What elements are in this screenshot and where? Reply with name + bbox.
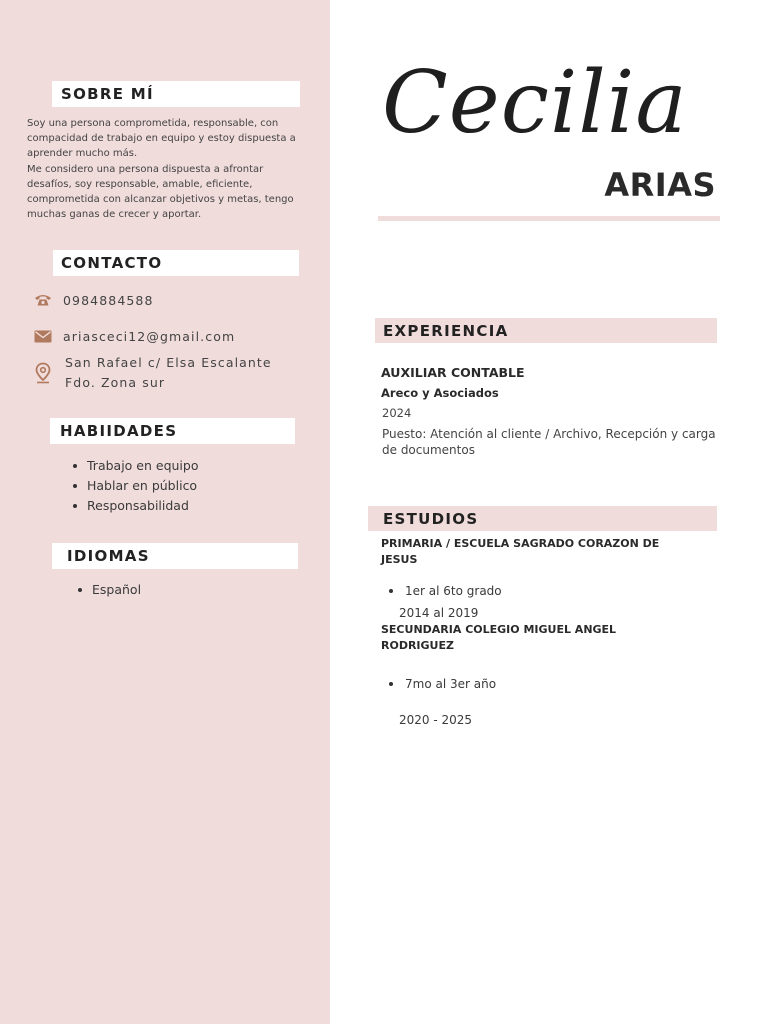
skills-heading-box xyxy=(50,418,295,444)
location-pin-icon xyxy=(32,353,54,393)
job-description: Puesto: Atención al cliente / Archivo, Recepción y carga de documentos xyxy=(382,427,716,457)
list-item: Trabajo en equipo xyxy=(71,456,198,476)
education-dates: 2020 - 2025 xyxy=(399,713,473,727)
contact-phone-row xyxy=(32,291,154,311)
contact-address-line-1: San Rafael c/ Elsa Escalante xyxy=(65,355,272,370)
education-heading: ESTUDIOS xyxy=(383,509,479,528)
bullet xyxy=(389,682,393,686)
sidebar xyxy=(0,0,330,1024)
education-heading-box xyxy=(368,506,717,531)
skills-heading: HABIIDADES xyxy=(60,422,178,440)
experience-heading-box xyxy=(375,318,717,343)
about-heading-box xyxy=(52,81,300,107)
job-year: 2024 xyxy=(382,406,412,420)
name-divider xyxy=(378,216,720,221)
about-text xyxy=(27,116,309,222)
contact-email[interactable]: ariasceci12@gmail.com xyxy=(63,329,236,344)
list-item: Español xyxy=(76,580,141,600)
school-name-primary: PRIMARIA / ESCUELA SAGRADO CORAZON DE JESUS xyxy=(381,537,660,566)
list-item: Hablar en público xyxy=(71,476,198,496)
phone-icon xyxy=(32,291,54,309)
first-name: Cecilia xyxy=(382,53,688,153)
experience-heading: EXPERIENCIA xyxy=(383,321,509,340)
education-item-text: 1er al 6to grado xyxy=(405,584,502,598)
list-item: Responsabilidad xyxy=(71,496,198,516)
about-paragraph-1: Soy una persona comprometida, responsable, con compacidad de trabajo en equipo y estoy dispuesta a aprender mucho más. xyxy=(27,118,296,160)
skills-list xyxy=(71,456,198,516)
job-title: AUXILIAR CONTABLE xyxy=(381,365,525,380)
contact-address xyxy=(65,353,272,393)
contact-phone: 0984884588 xyxy=(63,293,154,308)
languages-heading: IDIOMAS xyxy=(67,547,150,565)
school-name-secondary: SECUNDARIA COLEGIO MIGUEL ANGEL RODRIGUEZ xyxy=(381,623,617,652)
languages-heading-box xyxy=(52,543,298,569)
about-heading: SOBRE MÍ xyxy=(61,85,154,103)
contact-heading: CONTACTO xyxy=(61,254,163,272)
education-item xyxy=(389,677,496,691)
bullet xyxy=(389,589,393,593)
contact-address-row xyxy=(32,353,272,393)
job-company: Areco y Asociados xyxy=(381,386,499,400)
last-name: ARIAS xyxy=(604,166,716,204)
education-item-text: 7mo al 3er año xyxy=(405,677,497,691)
mail-icon xyxy=(32,327,54,345)
contact-address-line-2: Fdo. Zona sur xyxy=(65,375,166,390)
contact-email-row xyxy=(32,327,235,347)
education-item xyxy=(389,584,502,598)
education-dates: 2014 al 2019 xyxy=(399,606,479,620)
contact-heading-box xyxy=(53,250,299,276)
about-paragraph-2: Me considero una persona dispuesta a afrontar desafíos, soy responsable, amable, eficiente, comprometida con alcanzar objetivos y metas, tengo muchas ganas de crecer y aportar. xyxy=(27,163,294,221)
languages-list xyxy=(76,580,141,600)
